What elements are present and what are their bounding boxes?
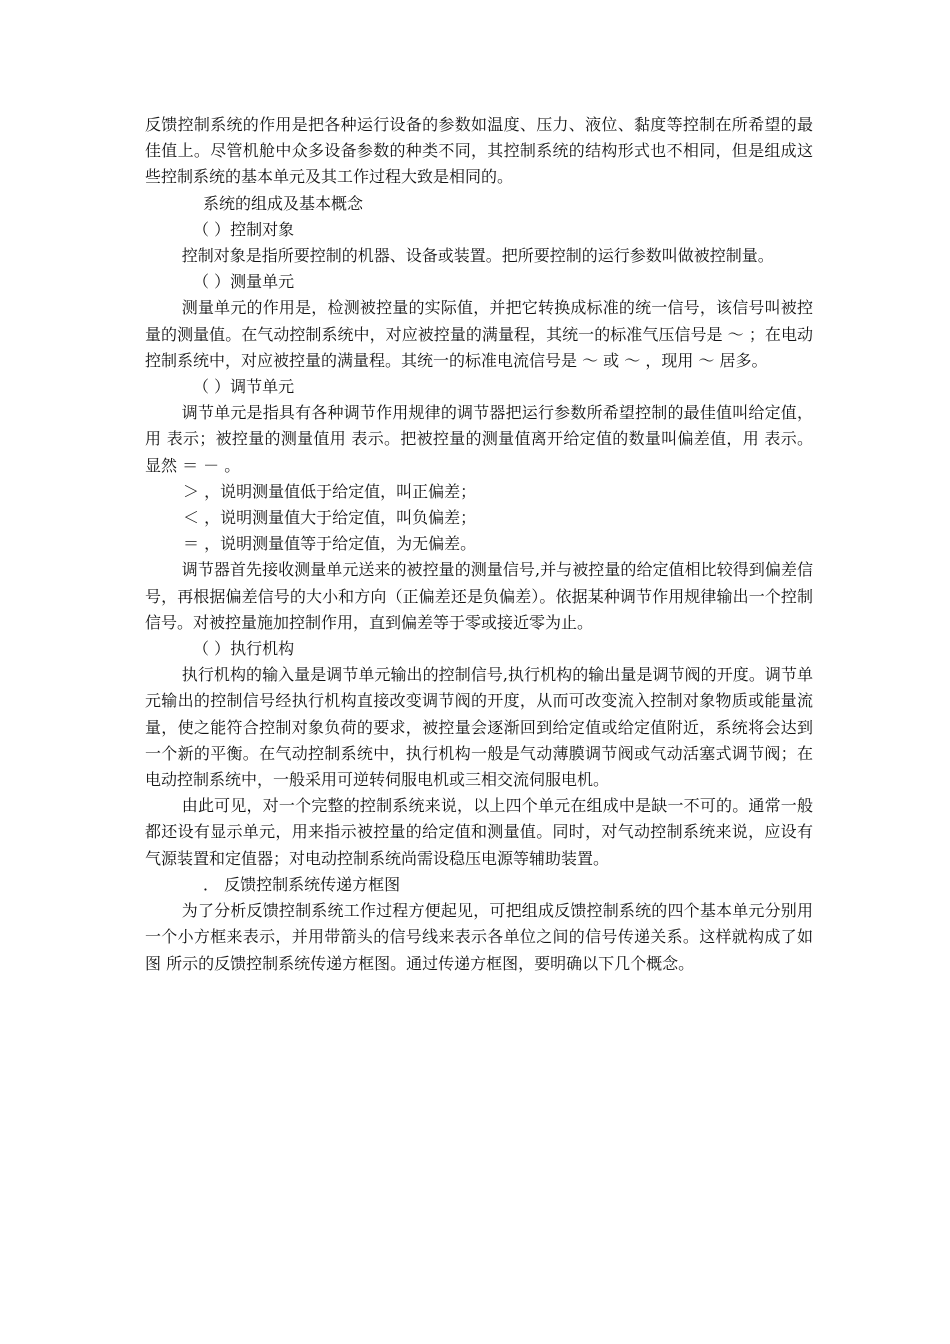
negative-deviation-line: ＜ ，说明测量值大于给定值，叫负偏差； <box>183 508 477 528</box>
actuator-paragraph: 执行机构的输入量是调节单元输出的控制信号,执行机构的输出量是调节阀的开度。调节单元输出的控制信号经执行机构直接改变调节阀的开度，从而可改变流入控制对象物质或能量流量，使之能符合控制对象负荷的要求，被控量会逐渐回到给定值或给定值附近，系统将会达到一个新的平衡。在气动控制系统中，执行机构一般是气动薄膜调节阀或气动活塞式调节阀；在电动控制系统中，一般采用可逆转伺服电机或三相交流伺服电机。 <box>145 665 813 790</box>
section-heading: 系统的组成及基本概念 <box>203 193 364 213</box>
positive-deviation-line: ＞ ，说明测量值低于给定值，叫正偏差； <box>183 481 477 501</box>
intro-paragraph: 反馈控制系统的作用是把各种运行设备的参数如温度、压力、液位、黏度等控制在所希望的最佳值上。尽管机舱中众多设备参数的种类不同，其控制系统的结构形式也不相同，但是组成这些控制系统的基本单元及其工作过程大致是相同的。 <box>145 115 813 187</box>
measurement-unit-paragraph: 测量单元的作用是，检测被控量的实际值，并把它转换成标准的统一信号，该信号叫被控量的测量值。在气动控制系统中，对应被控量的满量程，其统一的标准气压信号是 ～ ；在电动控制系统中，对应被控量的满量程。其统一的标准电流信号是 ～ 或 ～ ，现用 ～ 居多。 <box>145 298 813 370</box>
control-object-paragraph: 控制对象是指所要控制的机器、设备或装置。把所要控制的运行参数叫做被控制量。 <box>181 246 774 266</box>
regulator-paragraph: 调节器首先接收测量单元送来的被控量的测量信号,并与被控量的给定值相比较得到偏差信号，再根据偏差信号的大小和方向（正偏差还是负偏差）。依据某种调节作用规律输出一个控制信号。对被控量施加控制作用，直到偏差等于零或接近零为止。 <box>145 560 813 632</box>
zero-deviation-line: ＝ ，说明测量值等于给定值，为无偏差。 <box>183 534 477 554</box>
subsection-heading-measurement-unit: （ ）测量单元 <box>193 272 295 292</box>
subsection-heading-regulating-unit: （ ）调节单元 <box>193 377 295 397</box>
document-body <box>145 112 813 977</box>
block-diagram-paragraph: 为了分析反馈控制系统工作过程方便起见，可把组成反馈控制系统的四个基本单元分别用一个小方框来表示，并用带箭头的信号线来表示各单位之间的信号传递关系。这样就构成了如图 所示的反馈控制系统传递方框图。通过传递方框图，要明确以下几个概念。 <box>145 901 813 973</box>
regulating-unit-paragraph: 调节单元是指具有各种调节作用规律的调节器把运行参数所希望控制的最佳值叫给定值，用 表示；被控量的测量值用 表示。把被控量的测量值离开给定值的数量叫偏差值，用 表示。显然 ＝ － 。 <box>145 403 813 475</box>
summary-paragraph: 由此可见，对一个完整的控制系统来说，以上四个单元在组成中是缺一不可的。通常一般都还设有显示单元，用来指示被控量的给定值和测量值。同时，对气动控制系统来说，应设有气源装置和定值器；对电动控制系统尚需设稳压电源等辅助装置。 <box>145 796 813 868</box>
section-heading-block-diagram: ． 反馈控制系统传递方框图 <box>203 874 401 894</box>
subsection-heading-actuator: （ ）执行机构 <box>193 639 295 659</box>
subsection-heading-control-object: （ ）控制对象 <box>193 219 295 239</box>
